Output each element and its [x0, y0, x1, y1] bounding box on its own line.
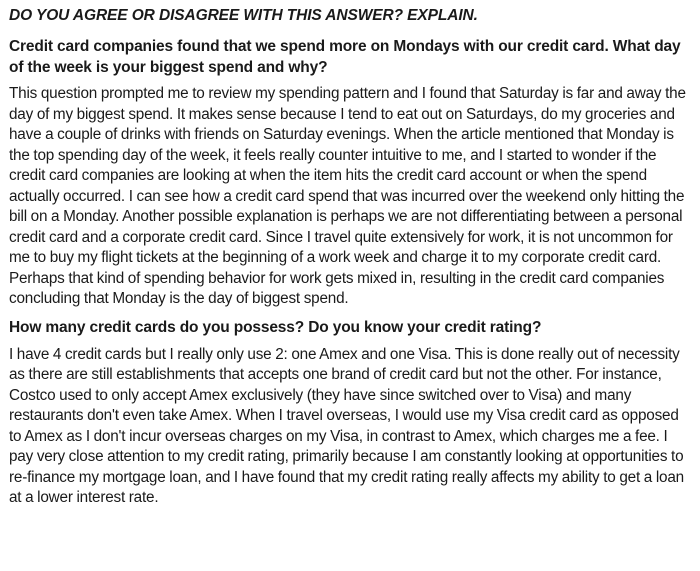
- question-1: Credit card companies found that we spend more on Mondays with our credit card. What day of the week is your biggest spend and why?: [9, 38, 681, 76]
- answer-1: This question prompted me to review my spending pattern and I found that Saturday is far and away the day of my biggest spend. It makes sense because I tend to eat out on Saturdays, do my groceries and have a couple of drinks with friends on Saturday evenings. When the article mentioned that Monday is the top spending day of the week, it feels really counter intuitive to me, and I started to wonder if the credit card companies are looking at when the item hits the credit card account or when the spend actually occurred. I can see how a credit card spend that was incurred over the weekend only hitting the bill on a Monday. Another possible explanation is perhaps we are not differentiating between a personal credit card and a corporate credit card. Since I travel quite extensively for work, it is not uncommon for me to buy my flight tickets at the beginning of a work week and charge it to my corporate credit card. Perhaps that kind of spending behavior for work gets mixed in, resulting in the credit card companies concluding that Monday is the day of biggest spend.: [9, 85, 686, 307]
- answer-2: I have 4 credit cards but I really only use 2: one Amex and one Visa. This is done really out of necessity as there are still establishments that accepts one brand of credit card but not the other. For instance, Costco used to only accept Amex exclusively (they have since switched over to Visa) and many restaurants don't even take Amex. When I travel overseas, I would use my Visa credit card as opposed to Amex as I don't incur overseas charges on my Visa, in contrast to Amex, which charges me a fee. I pay very close attention to my credit rating, primarily because I am constantly looking at opportunities to re-finance my mortgage loan, and I have found that my credit rating really affects my ability to get a loan at a lower interest rate.: [9, 345, 684, 506]
- instruction-heading: DO YOU AGREE OR DISAGREE WITH THIS ANSWER? EXPLAIN.: [9, 7, 478, 24]
- question-2: How many credit cards do you possess? Do you know your credit rating?: [9, 318, 542, 336]
